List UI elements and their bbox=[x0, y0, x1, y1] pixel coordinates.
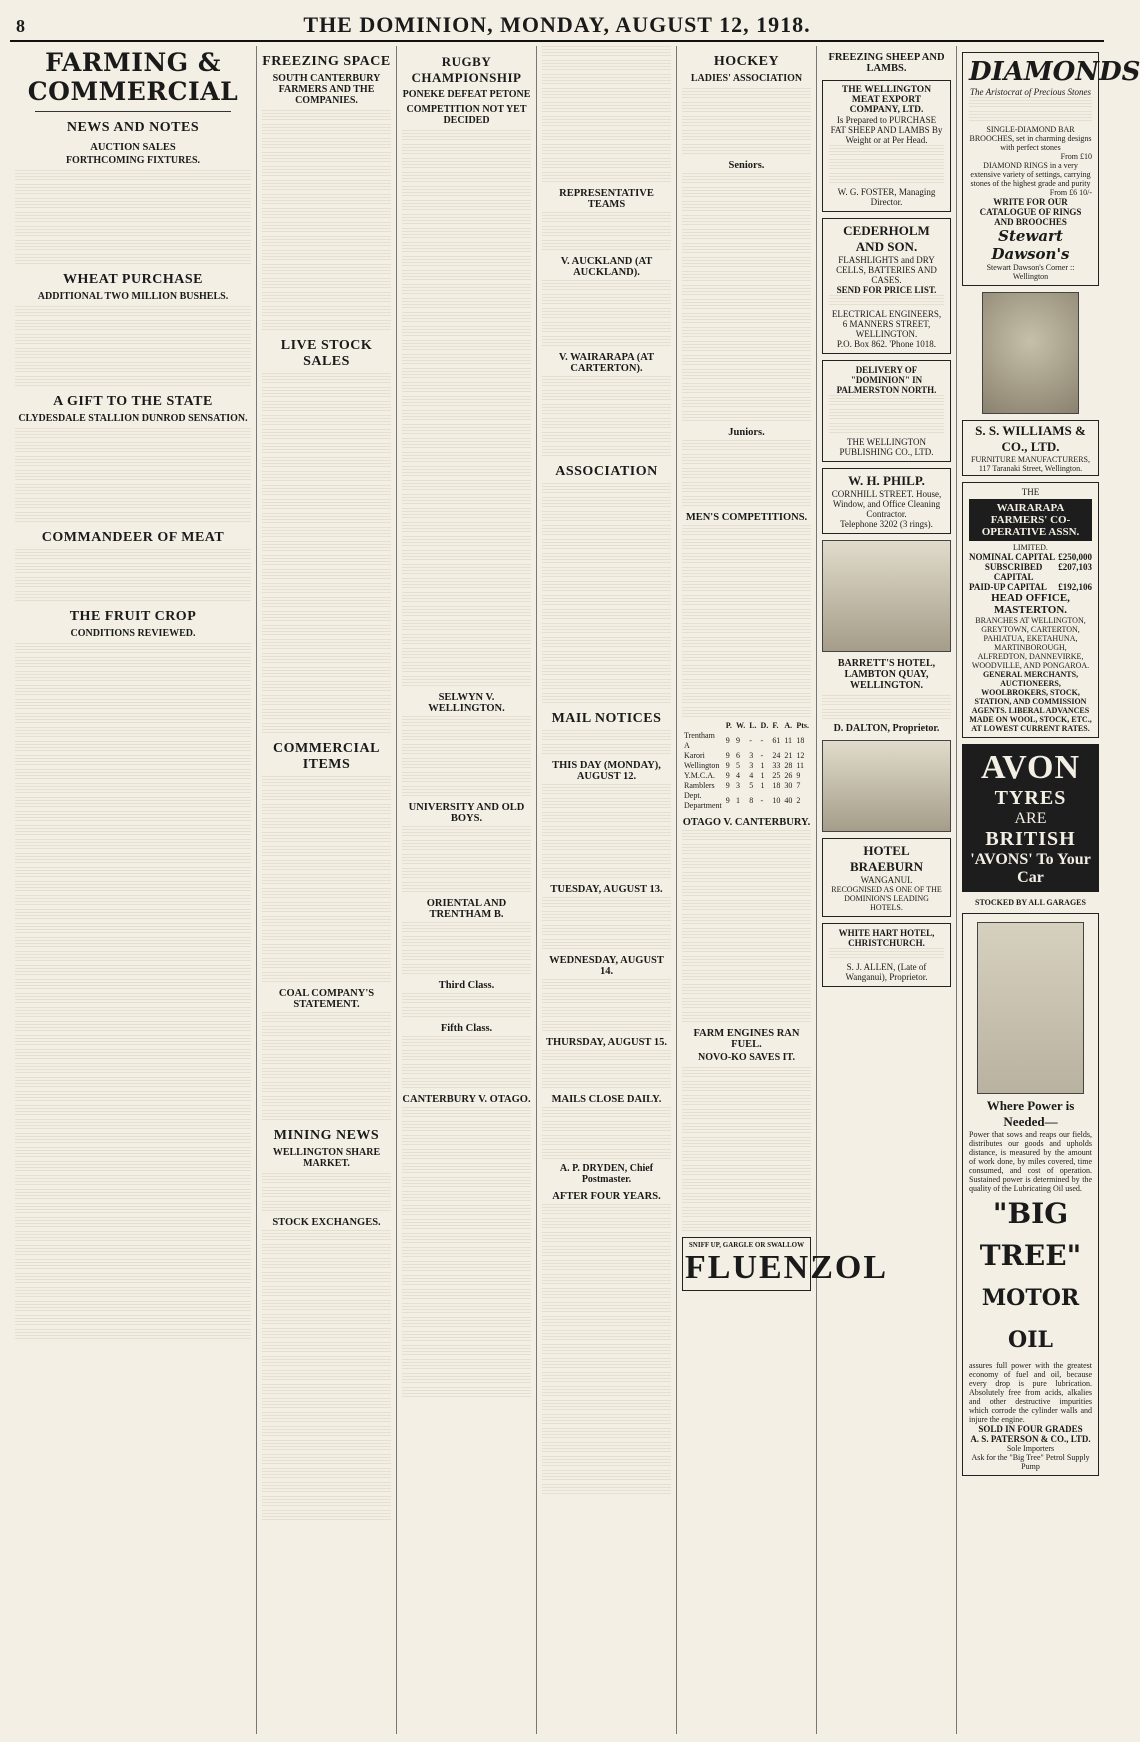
fluenzol-brand: FLUENZOL bbox=[685, 1249, 889, 1286]
table-cell: 21 bbox=[784, 751, 793, 760]
electrical: ELECTRICAL ENGINEERS, 6 MANNERS STREET, WELLINGTON. bbox=[831, 309, 942, 339]
commercial-heading: COMMERCIAL ITEMS bbox=[273, 741, 380, 772]
table-cell: Trentham A bbox=[684, 731, 715, 750]
table-row bbox=[682, 781, 811, 791]
capital-label: NOMINAL CAPITAL bbox=[969, 552, 1056, 562]
selwyn-heading: SELWYN V. WELLINGTON. bbox=[428, 692, 505, 714]
table-cell: 9 bbox=[725, 736, 730, 745]
capital-value: £250,000 bbox=[1058, 552, 1092, 562]
table-cell: 18 bbox=[772, 781, 781, 790]
fluenzol-top: SNIFF UP, GARGLE OR SWALLOW bbox=[688, 1241, 805, 1249]
table-cell: 9 bbox=[796, 771, 801, 780]
power-head: Where Power is Needed— bbox=[986, 1098, 1075, 1129]
section-title: FARMING & COMMERCIAL bbox=[27, 48, 239, 106]
bigtree: "BIG TREE" bbox=[979, 1197, 1082, 1272]
column-rugby bbox=[397, 46, 537, 1734]
philp-phone: Telephone 3202 (3 rings). bbox=[840, 519, 933, 529]
rugby-sub: PONEKE DEFEAT PETONE bbox=[402, 89, 531, 100]
whitehart-ad bbox=[822, 923, 951, 987]
gift-heading: A GIFT TO THE STATE bbox=[53, 394, 213, 409]
philp: W. H. PHILP. bbox=[848, 473, 925, 488]
rugby-heading: RUGBY CHAMPIONSHIP bbox=[411, 54, 522, 85]
mens-heading: MEN'S COMPETITIONS. bbox=[685, 512, 808, 523]
table-cell: 9 bbox=[725, 771, 730, 780]
grades: SOLD IN FOUR GRADES bbox=[978, 1424, 1083, 1434]
williams: S. S. WILLIAMS & CO., LTD. bbox=[975, 423, 1086, 454]
table-cell: - bbox=[760, 751, 764, 760]
armchair-image bbox=[982, 292, 1079, 414]
points-header-cell: F. bbox=[772, 721, 779, 730]
table-cell: 3 bbox=[749, 761, 754, 770]
capital-row bbox=[969, 562, 1092, 582]
column-ads-small bbox=[817, 46, 957, 1734]
philp-ad bbox=[822, 468, 951, 534]
braeburn-hotel-image bbox=[822, 740, 951, 832]
points-header-cell bbox=[682, 721, 724, 731]
table-cell: - bbox=[749, 736, 752, 745]
capital-label: SUBSCRIBED CAPITAL bbox=[984, 562, 1043, 582]
capital-value: £192,106 bbox=[1058, 582, 1092, 592]
barretts-hotel-image bbox=[822, 540, 951, 652]
page-number: 8 bbox=[16, 16, 25, 36]
table-cell: 12 bbox=[796, 751, 805, 760]
farm-sub: NOVO-KO SAVES IT. bbox=[698, 1052, 795, 1063]
flashlights: FLASHLIGHTS and DRY CELLS, BATTERIES AND CASES. bbox=[836, 255, 937, 285]
braeburn: HOTEL BRAEBURN bbox=[850, 843, 923, 874]
points-header-cell: D. bbox=[760, 721, 769, 730]
braeburn-town: WANGANUI. bbox=[860, 875, 913, 885]
diamonds-sub: The Aristocrat of Precious Stones bbox=[970, 87, 1091, 97]
auction-heading: AUCTION SALES bbox=[90, 142, 176, 153]
mail-day4: THURSDAY, AUGUST 15. bbox=[546, 1037, 667, 1048]
points-header-cell: L. bbox=[749, 721, 757, 730]
juniors-heading: Juniors. bbox=[728, 427, 765, 438]
oriental-heading: ORIENTAL AND TRENTHAM B. bbox=[426, 898, 507, 920]
mail-day2: TUESDAY, AUGUST 13. bbox=[550, 884, 663, 895]
wfca-limited: LIMITED. bbox=[1013, 543, 1048, 552]
avon-are: ARE bbox=[1014, 810, 1047, 827]
diamonds-ad bbox=[962, 52, 1140, 286]
table-cell: 9 bbox=[725, 781, 730, 790]
table-cell: 33 bbox=[772, 761, 781, 770]
meat-heading: COMMANDEER OF MEAT bbox=[41, 530, 225, 545]
livestock-heading: LIVE STOCK SALES bbox=[280, 338, 373, 369]
wairarapa-heading: V. WAIRARAPA (AT CARTERTON). bbox=[558, 352, 655, 374]
delivery-ad bbox=[822, 360, 951, 462]
avon-stocked: STOCKED BY ALL GARAGES bbox=[975, 898, 1086, 907]
fruit-sub: CONDITIONS REVIEWED. bbox=[70, 628, 196, 639]
table-cell: 5 bbox=[735, 761, 740, 770]
table-row bbox=[682, 731, 811, 751]
capital-row bbox=[969, 552, 1092, 562]
whitehart-sign: S. J. ALLEN, (Late of Wanganui), Proprietor. bbox=[845, 962, 928, 982]
table-cell: 10 bbox=[772, 796, 781, 805]
table-cell: 8 bbox=[749, 796, 754, 805]
newspaper-title: THE DOMINION, MONDAY, AUGUST 12, 1918. bbox=[303, 12, 811, 37]
auction-sub: FORTHCOMING FIXTURES. bbox=[65, 155, 201, 166]
auckland-heading: V. AUCKLAND (AT AUCKLAND). bbox=[560, 256, 653, 278]
table-cell: 1 bbox=[735, 796, 740, 805]
mail-heading: MAIL NOTICES bbox=[551, 711, 662, 726]
mining-heading: MINING NEWS bbox=[273, 1128, 380, 1143]
catalogue: WRITE FOR OUR CATALOGUE OF RINGS AND BROOCHES bbox=[979, 197, 1082, 227]
table-cell: - bbox=[760, 736, 764, 745]
third-class: Third Class. bbox=[438, 980, 495, 991]
ad-freezing-heading: FREEZING SHEEP AND LAMBS. bbox=[828, 52, 945, 74]
table-cell: 5 bbox=[749, 781, 754, 790]
mail-daily: MAILS CLOSE DAILY. bbox=[551, 1094, 662, 1105]
paterson-sub: Sole Importers bbox=[1006, 1444, 1055, 1453]
avon-to: 'AVONS' To Your Car bbox=[970, 851, 1091, 886]
table-cell: 9 bbox=[735, 736, 740, 745]
capital-row bbox=[969, 582, 1092, 592]
po-box: P.O. Box 862. 'Phone 1018. bbox=[836, 339, 937, 349]
mail-day3: WEDNESDAY, AUGUST 14. bbox=[549, 955, 664, 977]
freezing-heading: FREEZING SPACE bbox=[262, 54, 391, 69]
avon-big: AVON bbox=[980, 749, 1081, 786]
freezing-sub: SOUTH CANTERBURY FARMERS AND THE COMPANIES. bbox=[272, 73, 381, 106]
farm-heading: FARM ENGINES RAN FUEL. bbox=[693, 1028, 800, 1050]
cederholm: CEDERHOLM AND SON. bbox=[843, 223, 930, 254]
table-cell: 28 bbox=[784, 761, 793, 770]
table-cell: 4 bbox=[735, 771, 740, 780]
fruit-heading: THE FRUIT CROP bbox=[69, 609, 197, 624]
table-cell: 2 bbox=[796, 796, 801, 805]
braeburn-note: RECOGNISED AS ONE OF THE DOMINION'S LEADING HOTELS. bbox=[831, 885, 942, 912]
table-cell: 25 bbox=[772, 771, 781, 780]
table-cell: 26 bbox=[784, 771, 793, 780]
head-office: HEAD OFFICE, MASTERTON. bbox=[991, 592, 1070, 616]
table-cell: Karori bbox=[684, 751, 705, 760]
capital-value: £207,103 bbox=[1058, 562, 1092, 572]
column-teams-mail bbox=[537, 46, 677, 1734]
wheat-sub: ADDITIONAL TWO MILLION BUSHELS. bbox=[37, 291, 229, 302]
table-cell: 11 bbox=[784, 736, 793, 745]
table-cell: 9 bbox=[725, 796, 730, 805]
price-list: SEND FOR PRICE LIST. bbox=[836, 285, 937, 295]
mail-day1: THIS DAY (MONDAY), AUGUST 12. bbox=[552, 760, 661, 782]
table-cell: 4 bbox=[749, 771, 754, 780]
table-cell: 1 bbox=[760, 761, 765, 770]
rings-line: DIAMOND RINGS in a very extensive variety of settings, carrying stones of the highest grade and purity bbox=[970, 161, 1091, 188]
points-header-row bbox=[682, 721, 811, 731]
points-table bbox=[682, 721, 811, 811]
assoc-heading: ASSOCIATION bbox=[555, 464, 658, 479]
wheat-heading: WHEAT PURCHASE bbox=[63, 272, 203, 287]
table-cell: 11 bbox=[796, 761, 805, 770]
table-cell: 1 bbox=[760, 771, 765, 780]
table-cell: 3 bbox=[735, 781, 740, 790]
power-body: Power that sows and reaps our fields, distributes our goods and upholds distance, is measured by the amount of work done, by miles covered, time consumed, and cost of operation. Sustained power is determined by the quality of the Lubricating Oil used. bbox=[969, 1130, 1092, 1193]
table-cell: 1 bbox=[760, 781, 765, 790]
table-cell: 61 bbox=[772, 736, 781, 745]
fifth-class: Fifth Class. bbox=[440, 1023, 493, 1034]
mining-sub: WELLINGTON SHARE MARKET. bbox=[272, 1147, 381, 1169]
table-cell: 3 bbox=[749, 751, 754, 760]
gift-sub: CLYDESDALE STALLION DUNROD SENSATION. bbox=[18, 413, 248, 424]
table-row bbox=[682, 761, 811, 771]
whitehart: WHITE HART HOTEL, CHRISTCHURCH. bbox=[838, 928, 935, 948]
table-cell: 18 bbox=[796, 736, 805, 745]
wfca-ad bbox=[962, 482, 1099, 738]
seniors-heading: Seniors. bbox=[728, 160, 765, 171]
table-cell: Dept. Department bbox=[684, 791, 722, 810]
table-cell: - bbox=[760, 796, 764, 805]
column-freezing bbox=[257, 46, 397, 1734]
table-cell: 30 bbox=[784, 781, 793, 790]
braeburn-ad bbox=[822, 838, 951, 917]
points-header-cell: A. bbox=[784, 721, 793, 730]
meat-co: THE WELLINGTON MEAT EXPORT COMPANY, LTD. bbox=[841, 85, 932, 115]
bigtree-ad bbox=[962, 913, 1099, 1476]
avon-british: BRITISH bbox=[985, 828, 1076, 850]
wfca-the: THE bbox=[1021, 487, 1040, 497]
masthead bbox=[10, 6, 1104, 42]
meat-sub: Is Prepared to PURCHASE FAT SHEEP AND LAMBS By Weight or at Per Head. bbox=[830, 115, 943, 145]
dawson-sub: Stewart Dawson's Corner :: Wellington bbox=[986, 263, 1075, 281]
hotel1-sign: D. DALTON, Proprietor. bbox=[833, 723, 940, 734]
avon-tyres: TYRES bbox=[994, 787, 1067, 809]
fluenzol-ad bbox=[682, 1237, 889, 1291]
table-row bbox=[682, 791, 811, 811]
ask: Ask for the "Big Tree" Petrol Supply Pump bbox=[971, 1453, 1090, 1471]
table-cell: Y.M.C.A. bbox=[684, 771, 715, 780]
news-heading: NEWS AND NOTES bbox=[66, 120, 200, 135]
oil-body: assures full power with the greatest economy of fuel and oil, because every drop is pure lubrication. Absolutely free from acids, alkalies and other destructive impurities which corrode the cylinder walls and injure the engine. bbox=[969, 1361, 1092, 1424]
williams-ad bbox=[962, 420, 1099, 476]
column-ads-large bbox=[957, 46, 1140, 1734]
engine-image bbox=[977, 922, 1084, 1094]
table-cell: 9 bbox=[725, 751, 730, 760]
table-cell: 24 bbox=[772, 751, 781, 760]
points-header-cell: Pts. bbox=[796, 721, 809, 730]
meat-export-ad bbox=[822, 80, 951, 212]
paterson: A. S. PATERSON & CO., LTD. bbox=[970, 1434, 1091, 1444]
rugby-sub2: COMPETITION NOT YET DECIDED bbox=[406, 104, 527, 126]
philp-sub: CORNHILL STREET. House, Window, and Office Cleaning Contractor. bbox=[831, 489, 942, 519]
rings-price: From £6 10/- bbox=[1049, 188, 1092, 197]
cederholm-ad bbox=[822, 218, 951, 354]
williams-sub: FURNITURE MANUFACTURERS, 117 Taranaki Street, Wellington. bbox=[971, 455, 1090, 473]
merchants: GENERAL MERCHANTS, AUCTIONEERS, WOOLBROKERS, STOCK, STATION, AND COMMISSION AGENTS. LIBERAL ADVANCES MADE ON WOOL, STOCK, ETC., AT LOWEST CURRENT RATES. bbox=[969, 670, 1092, 733]
branches: BRANCHES AT WELLINGTON, GREYTOWN, CARTERTON, PAHIATUA, EKETAHUNA, MARTINBOROUGH, ALFREDTON, DANNEVIRKE, WOODVILLE, AND PONGAROA. bbox=[971, 616, 1090, 670]
capital-list bbox=[969, 552, 1092, 592]
table-cell: 40 bbox=[784, 796, 793, 805]
meat-sign: W. G. FOSTER, Managing Director. bbox=[837, 187, 936, 207]
points-header-cell: W. bbox=[735, 721, 746, 730]
table-cell: 9 bbox=[725, 761, 730, 770]
avon-ad bbox=[962, 744, 1099, 892]
coal-heading: COAL COMPANY'S STATEMENT. bbox=[278, 988, 375, 1010]
table-row bbox=[682, 771, 811, 781]
otago-hockey-heading: OTAGO V. CANTERBURY. bbox=[682, 817, 811, 828]
dawson: Stewart Dawson's bbox=[991, 227, 1070, 263]
diamonds-title: DIAMONDS bbox=[969, 57, 1140, 87]
mail-signoff: A. P. DRYDEN, Chief Postmaster. bbox=[559, 1163, 654, 1185]
hockey-heading: HOCKEY bbox=[713, 54, 780, 69]
after-heading: AFTER FOUR YEARS. bbox=[552, 1191, 661, 1202]
table-row bbox=[682, 751, 811, 761]
ladies-heading: LADIES' ASSOCIATION bbox=[690, 73, 803, 84]
table-cell: Ramblers bbox=[684, 781, 715, 790]
wfca-title: WAIRARAPA FARMERS' CO-OPERATIVE ASSN. bbox=[981, 502, 1080, 538]
table-cell: 7 bbox=[796, 781, 801, 790]
brooch-price: From £10 bbox=[1060, 152, 1092, 161]
column-farming bbox=[10, 46, 257, 1734]
brooch-line: SINGLE-DIAMOND BAR BROOCHES, set in charming designs with perfect stones bbox=[969, 125, 1092, 152]
hotel1: BARRETT'S HOTEL, LAMBTON QUAY, WELLINGTON. bbox=[837, 658, 936, 691]
univ-heading: UNIVERSITY AND OLD BOYS. bbox=[408, 802, 525, 824]
points-header-cell: P. bbox=[725, 721, 732, 730]
delivery-co: THE WELLINGTON PUBLISHING CO., LTD. bbox=[839, 437, 934, 457]
capital-label: PAID-UP CAPITAL bbox=[969, 582, 1047, 592]
otago-heading: CANTERBURY V. OTAGO. bbox=[402, 1094, 531, 1105]
motor-oil: MOTOR OIL bbox=[981, 1285, 1080, 1353]
delivery-heading: DELIVERY OF "DOMINION" IN PALMERSTON NORTH. bbox=[836, 365, 937, 395]
table-cell: Wellington bbox=[684, 761, 720, 770]
table-cell: 6 bbox=[735, 751, 740, 760]
rep-heading: REPRESENTATIVE TEAMS bbox=[559, 188, 654, 210]
exchange-heading: STOCK EXCHANGES. bbox=[272, 1217, 381, 1228]
